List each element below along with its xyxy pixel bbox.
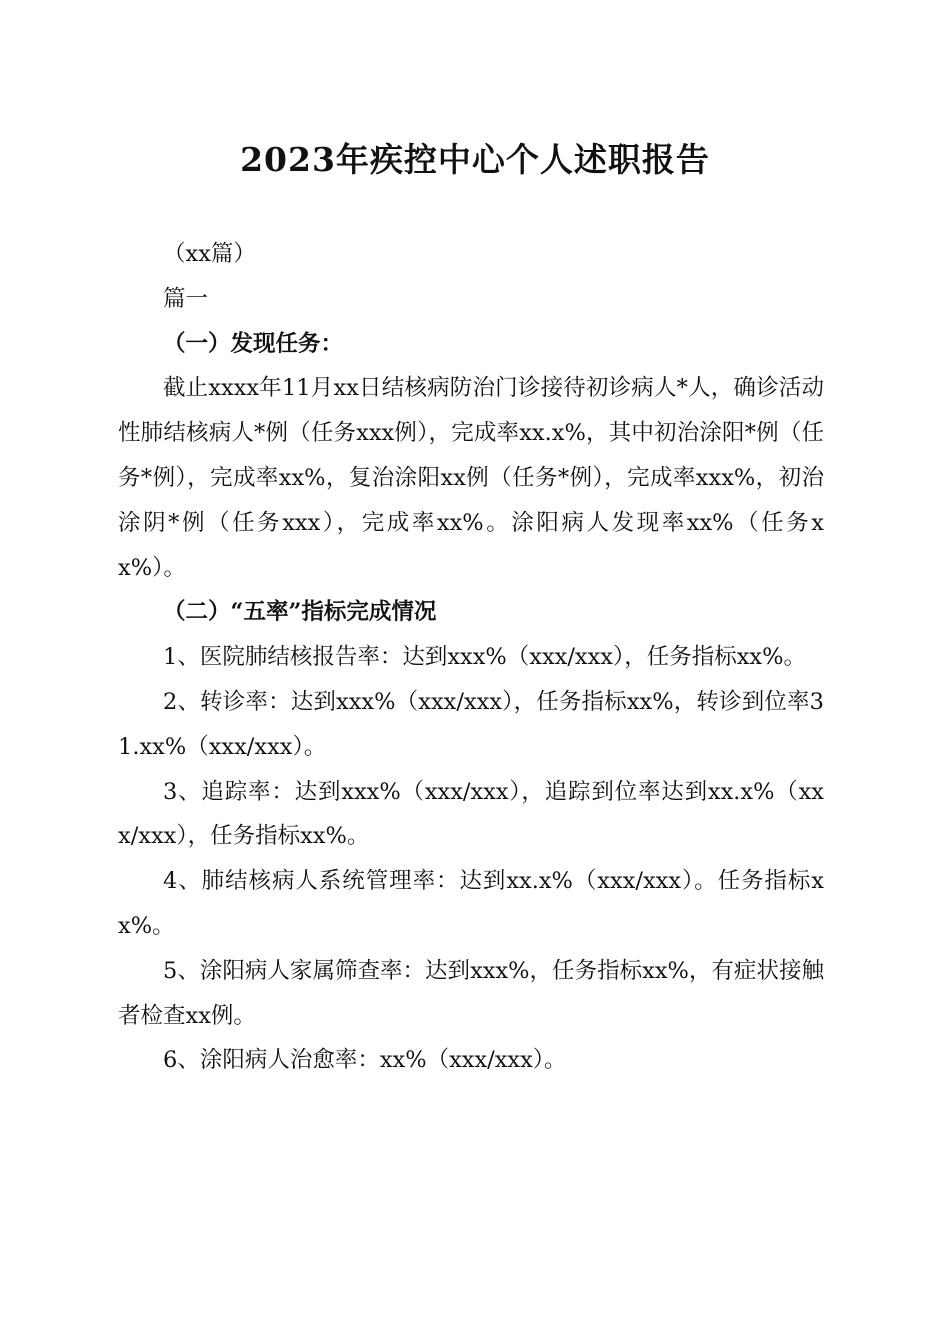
section-heading-1: （一）发现任务： xyxy=(163,330,344,357)
paragraph-detection-summary: 截止xxxx年11月xx日结核病防治门诊接待初诊病人*人，确诊活动性肺结核病人*例（任务xxx例），完成率xx.x%，其中初治涂阳*例（任务*例），完成率xx%，复治涂阳xx例（任务*例），完成率xxx%，初治涂阴*例（任务xxx），完成率xx%。涂阳病人发现率xx%（任务xx%）。 xyxy=(118,375,824,581)
document-title: 2023年疾控中心个人述职报告 xyxy=(240,140,710,179)
list-item-management-rate: 4、肺结核病人系统管理率：达到xx.x%（xxx/xxx）。任务指标xx%。 xyxy=(118,868,824,939)
list-item-report-rate: 1、医院肺结核报告率：达到xxx%（xxx/xxx），任务指标xx%。 xyxy=(163,644,806,671)
list-item-referral-rate: 2、转诊率：达到xxx%（xxx/xxx），任务指标xx%，转诊到位率31.xx%（xxx/xxx）。 xyxy=(118,688,824,760)
section-heading-2: （二）“五率”指标完成情况 xyxy=(163,599,437,626)
document-body xyxy=(118,232,824,1083)
list-item-cure-rate: 6、涂阳病人治愈率：xx%（xxx/xxx）。 xyxy=(163,1047,567,1074)
list-item-tracking-rate: 3、追踪率：达到xxx%（xxx/xxx），追踪到位率达到xx.x%（xxx/xxx），任务指标xx%。 xyxy=(118,778,824,850)
list-item-screening-rate: 5、涂阳病人家属筛查率：达到xxx%，任务指标xx%，有症状接触者检查xx例。 xyxy=(118,957,824,1029)
volume-note: （xx篇） xyxy=(163,241,256,267)
part-label: 篇一 xyxy=(163,285,209,312)
